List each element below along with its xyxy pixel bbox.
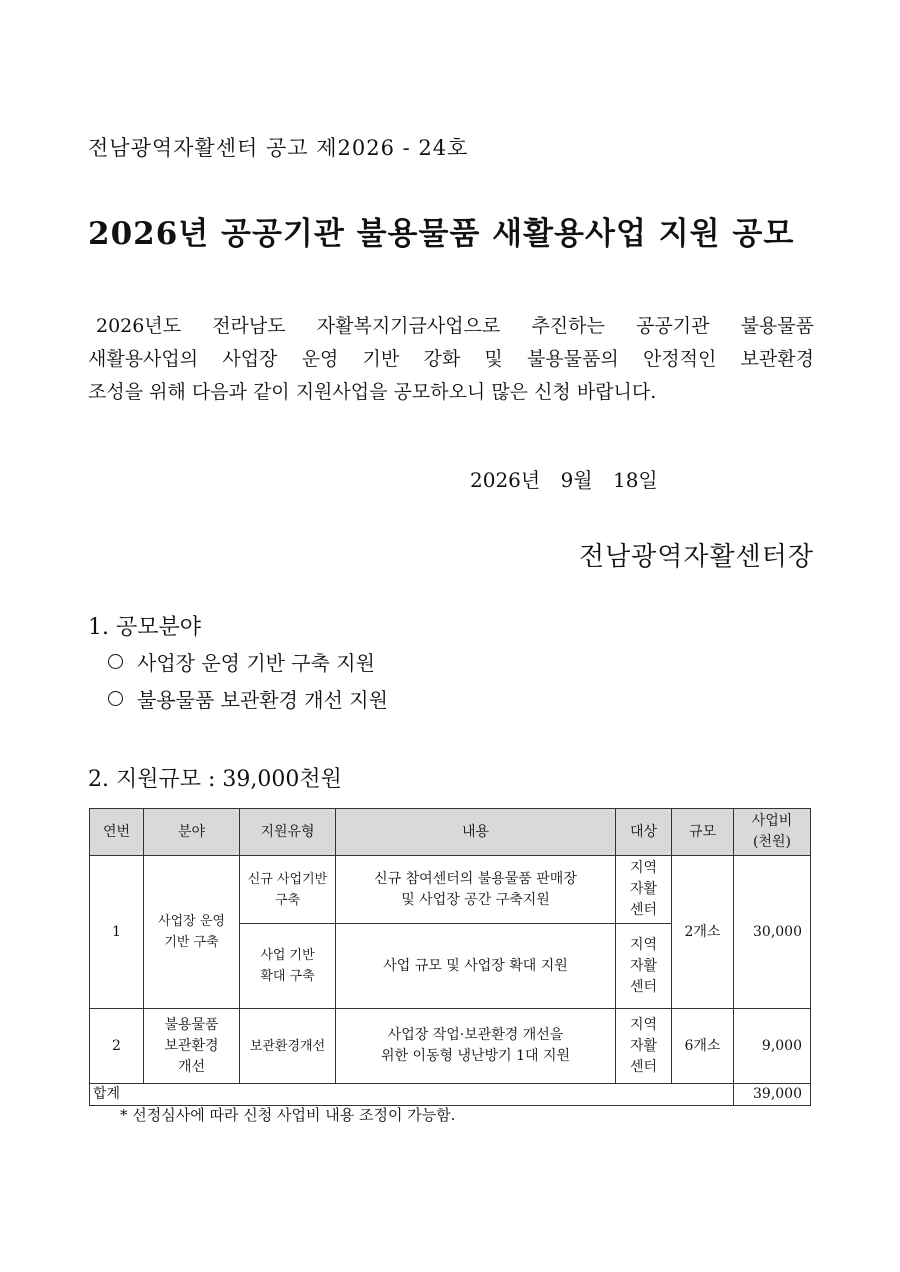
issuer-name: 전남광역자활센터장 xyxy=(578,542,814,572)
intro-line-2: 새활용사업의 사업장 운영 기반 강화 및 불용물품의 안정적인 보관환경 xyxy=(88,348,814,370)
table-header-row xyxy=(90,809,811,856)
column-header-no: 연번 xyxy=(90,809,144,856)
cell-text: 사업장 운영 xyxy=(158,914,225,929)
column-header-budget xyxy=(734,809,811,856)
column-header-content: 내용 xyxy=(336,809,616,856)
cell-budget: 30,000 xyxy=(734,856,811,1009)
total-budget: 39,000 xyxy=(734,1084,811,1106)
cell-text: 및 사업장 공간 구축지원 xyxy=(401,891,550,908)
section-heading-support-scale: 2. 지원규모 : 39,000천원 xyxy=(88,767,342,792)
list-item-label: 사업장 운영 기반 구축 지원 xyxy=(137,651,375,675)
list-item-label: 불용물품 보관환경 개선 지원 xyxy=(137,688,388,712)
footnote: * 선정심사에 따라 신청 사업비 내용 조정이 가능함. xyxy=(120,1106,456,1124)
cell-content: 사업 규모 및 사업장 확대 지원 xyxy=(336,924,616,1009)
cell-field xyxy=(144,856,240,1009)
cell-target xyxy=(616,1009,672,1084)
column-header-type: 지원유형 xyxy=(240,809,336,856)
total-label: 합계 xyxy=(90,1084,734,1106)
list-item xyxy=(108,684,388,713)
cell-text: 사업 기반 xyxy=(260,948,315,963)
intro-paragraph xyxy=(88,310,814,409)
cell-text: 지역 xyxy=(629,936,658,953)
notice-date: 2026년 9월 18일 xyxy=(470,468,658,492)
cell-target xyxy=(616,856,672,924)
cell-type: 보관환경개선 xyxy=(240,1009,336,1084)
document-title: 2026년 공공기관 불용물품 새활용사업 지원 공모 xyxy=(88,216,795,252)
cell-text: 불용물품 xyxy=(164,1016,219,1033)
cell-text: 자활 xyxy=(629,1037,658,1054)
cell-content xyxy=(336,1009,616,1084)
cell-text: 센터 xyxy=(629,1058,658,1075)
list-item xyxy=(108,647,375,676)
cell-text: 사업장 작업·보관환경 개선을 xyxy=(387,1027,564,1043)
table-row xyxy=(90,856,811,924)
cell-no: 2 xyxy=(90,1009,144,1084)
cell-text: 자활 xyxy=(629,881,658,897)
support-table xyxy=(89,808,811,1106)
cell-text: 위한 이동형 냉난방기 1대 지원 xyxy=(381,1048,570,1064)
cell-scale: 6개소 xyxy=(672,1009,734,1084)
intro-line-1: 2026년도 전라남도 자활복지기금사업으로 추진하는 공공기관 불용물품 xyxy=(96,315,814,337)
cell-field xyxy=(144,1009,240,1084)
cell-text: 신규 사업기반 xyxy=(247,871,328,887)
circle-bullet-icon xyxy=(108,691,123,706)
cell-text: 개선 xyxy=(177,1058,206,1075)
column-header-field: 분야 xyxy=(144,809,240,856)
cell-text: 확대 구축 xyxy=(260,969,315,984)
cell-text: 구축 xyxy=(274,892,301,908)
cell-type xyxy=(240,856,336,924)
cell-text: 센터 xyxy=(629,902,658,918)
cell-target xyxy=(616,924,672,1009)
section-heading-application-fields: 1. 공모분야 xyxy=(88,615,201,640)
cell-budget: 9,000 xyxy=(734,1009,811,1084)
cell-text: 지역 xyxy=(629,860,658,876)
budget-header-line-1: 사업비 xyxy=(751,813,793,829)
circle-bullet-icon xyxy=(108,654,123,669)
cell-content xyxy=(336,856,616,924)
column-header-scale: 규모 xyxy=(672,809,734,856)
notice-number: 전남광역자활센터 공고 제2026 - 24호 xyxy=(88,136,469,160)
cell-text: 신규 참여센터의 불용물품 판매장 xyxy=(374,870,577,887)
cell-text: 센터 xyxy=(629,978,658,995)
table-total-row xyxy=(90,1084,811,1106)
cell-type xyxy=(240,924,336,1009)
cell-text: 자활 xyxy=(629,957,658,974)
cell-text: 기반 구축 xyxy=(164,935,219,950)
cell-text: 지역 xyxy=(629,1016,658,1033)
cell-text: 보관환경 xyxy=(164,1037,219,1054)
budget-header-line-2: (천원) xyxy=(753,834,791,850)
cell-scale: 2개소 xyxy=(672,856,734,1009)
intro-line-3: 조성을 위해 다음과 같이 지원사업을 공모하오니 많은 신청 바랍니다. xyxy=(88,381,657,403)
table-row xyxy=(90,1009,811,1084)
cell-no: 1 xyxy=(90,856,144,1009)
column-header-target: 대상 xyxy=(616,809,672,856)
